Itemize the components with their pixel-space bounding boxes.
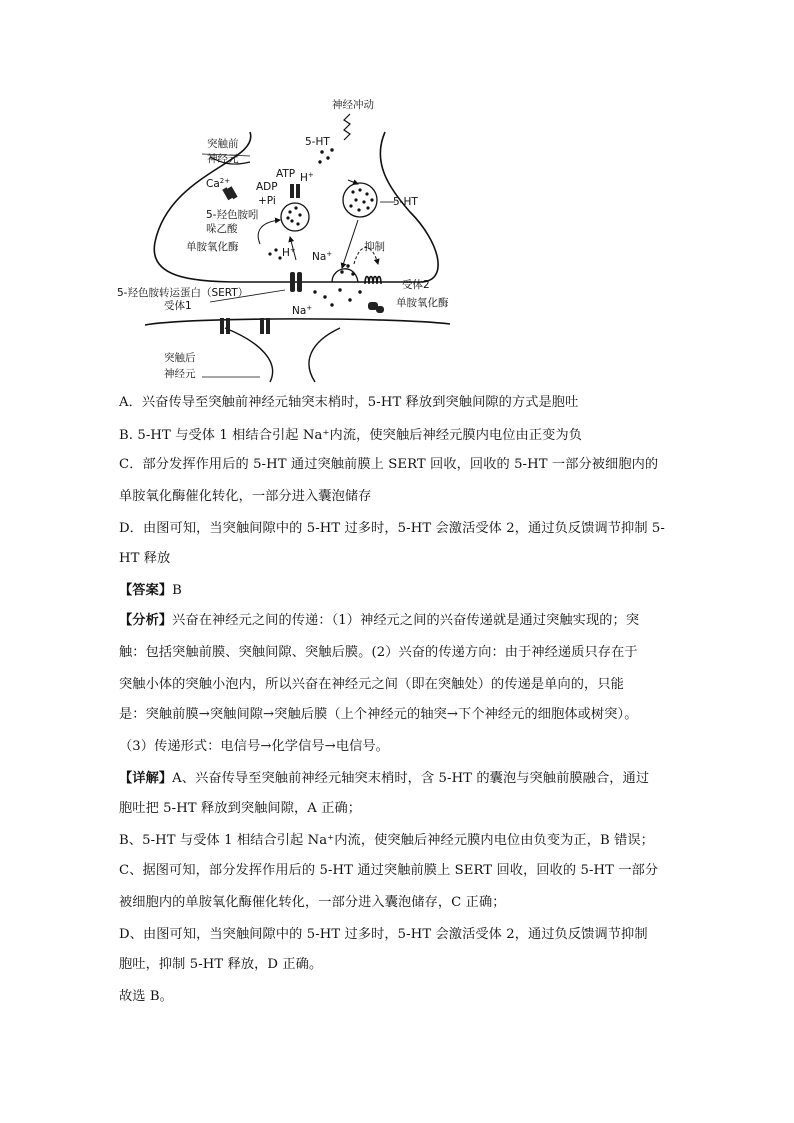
analysis-line <box>119 612 639 630</box>
analysis-line: 触：包括突触前膜、突触间隙、突触后膜。(2）兴奋的传递方向：由于神经递质只存在于 <box>119 645 638 660</box>
option-d: D．由图可知，当突触间隙中的 5-HT 过多时，5-HT 会激活受体 2，通过负反馈调节抑制 5- <box>119 521 665 536</box>
analysis-text: 兴奋在神经元之间的传递：（1）神经元之间的兴奋传递就是通过突触实现的；突 <box>172 613 640 628</box>
receptor-2 <box>365 277 381 285</box>
impulse-arrow <box>344 114 350 140</box>
mao-enzyme <box>368 302 384 313</box>
analysis-line: （3）传递形式：电信号→化学信号→电信号。 <box>119 739 389 754</box>
option-d-cont: HT 释放 <box>119 551 171 566</box>
synapse-diagram <box>110 92 490 392</box>
label-postsynaptic: 神经元 <box>164 368 196 380</box>
label-adp: ADP <box>256 181 278 193</box>
explanation-label: 【详解】 <box>119 771 173 786</box>
explanation-line <box>119 770 649 788</box>
option-c: C．部分发挥作用后的 5-HT 通过突触前膜上 SERT 回收，回收的 5-HT 一部分被细胞内的 <box>119 457 659 472</box>
ca-channel <box>222 186 237 200</box>
explanation-line: 被细胞内的单胺氧化酶催化转化，一部分进入囊泡储存，C 正确； <box>119 895 506 910</box>
postsynaptic-membrane <box>145 319 450 325</box>
answer-value: B <box>172 583 182 598</box>
label-atp: ATP <box>276 168 296 180</box>
atpase-pump <box>290 184 300 198</box>
explanation-line: C、据图可知，部分发挥作用后的 5-HT 通过突触前膜上 SERT 回收，回收的 5-HT 一部分 <box>119 863 659 878</box>
label-h-bottom: H+ <box>282 246 296 259</box>
label-5ht-top: 5-HT <box>305 136 330 148</box>
option-b: B. 5-HT 与受体 1 相结合引起 Na⁺内流，使突触后神经元膜内电位由正变为负 <box>119 428 582 443</box>
analysis-label: 【分析】 <box>119 613 173 628</box>
label-postsynaptic: 突触后 <box>164 352 196 364</box>
label-receptor1: 受体1 <box>164 300 192 312</box>
option-c-cont: 单胺氧化酶催化转化，一部分进入囊泡储存 <box>119 489 372 504</box>
label-receptor2: 受体2 <box>402 279 430 291</box>
explanation-text: A、兴奋传导至突触前神经元轴突末梢时，含 5-HT 的囊泡与突触前膜融合，通过 <box>172 771 650 786</box>
label-hiaa: 5-羟色胺吲 <box>206 209 259 221</box>
label-5ht-right: 5-HT <box>393 196 418 208</box>
answer-label: 【答案】 <box>119 583 173 598</box>
option-a: A．兴奋传导至突触前神经元轴突末梢时，5-HT 释放到突触间隙的方式是胞吐 <box>119 395 579 410</box>
explanation-line: 胞吐把 5-HT 释放到突触间隙，A 正确； <box>119 801 362 816</box>
receptor-1 <box>220 318 270 334</box>
label-ca: $Ca^{2+}$ <box>206 177 231 190</box>
label-mao-left: 单胺氧化酶 <box>186 241 239 253</box>
label-presynaptic: 神经元 <box>207 153 239 165</box>
label-presynaptic: 突触前 <box>207 138 239 150</box>
label-h-top: H+ <box>300 171 314 184</box>
label-inhibit: 抑制 <box>364 241 385 253</box>
label-hiaa: 哚乙酸 <box>206 223 238 235</box>
explanation-line: D、由图可知，当突触间隙中的 5-HT 过多时，5-HT 会激活受体 2，通过负反馈调节抑制 <box>119 927 648 942</box>
analysis-line: 突触小体的突触小泡内，所以兴奋在神经元之间（即在突触处）的传递是单向的，只能 <box>119 677 624 692</box>
label-na-top: Na+ <box>312 250 333 263</box>
explanation-line: 胞吐，抑制 5-HT 释放，D 正确。 <box>119 957 323 972</box>
answer-line <box>119 582 182 600</box>
label-na-bottom: Na+ <box>292 304 313 317</box>
label-mao-right: 单胺氧化酶 <box>396 297 449 309</box>
label-nerve-impulse: 神经冲动 <box>332 99 374 111</box>
label-sert: 5-羟色胺转运蛋白（SERT） <box>117 287 249 299</box>
label-pi: +Pi <box>258 195 276 207</box>
explanation-line: B、5-HT 与受体 1 相结合引起 Na⁺内流，使突触后神经元膜内电位由负变为正，B 错误； <box>119 833 654 848</box>
analysis-line: 是：突触前膜→突触间隙→突触后膜（上个神经元的轴突→下个神经元的细胞体或树突）。 <box>119 707 638 722</box>
conclusion: 故选 B。 <box>119 989 173 1004</box>
